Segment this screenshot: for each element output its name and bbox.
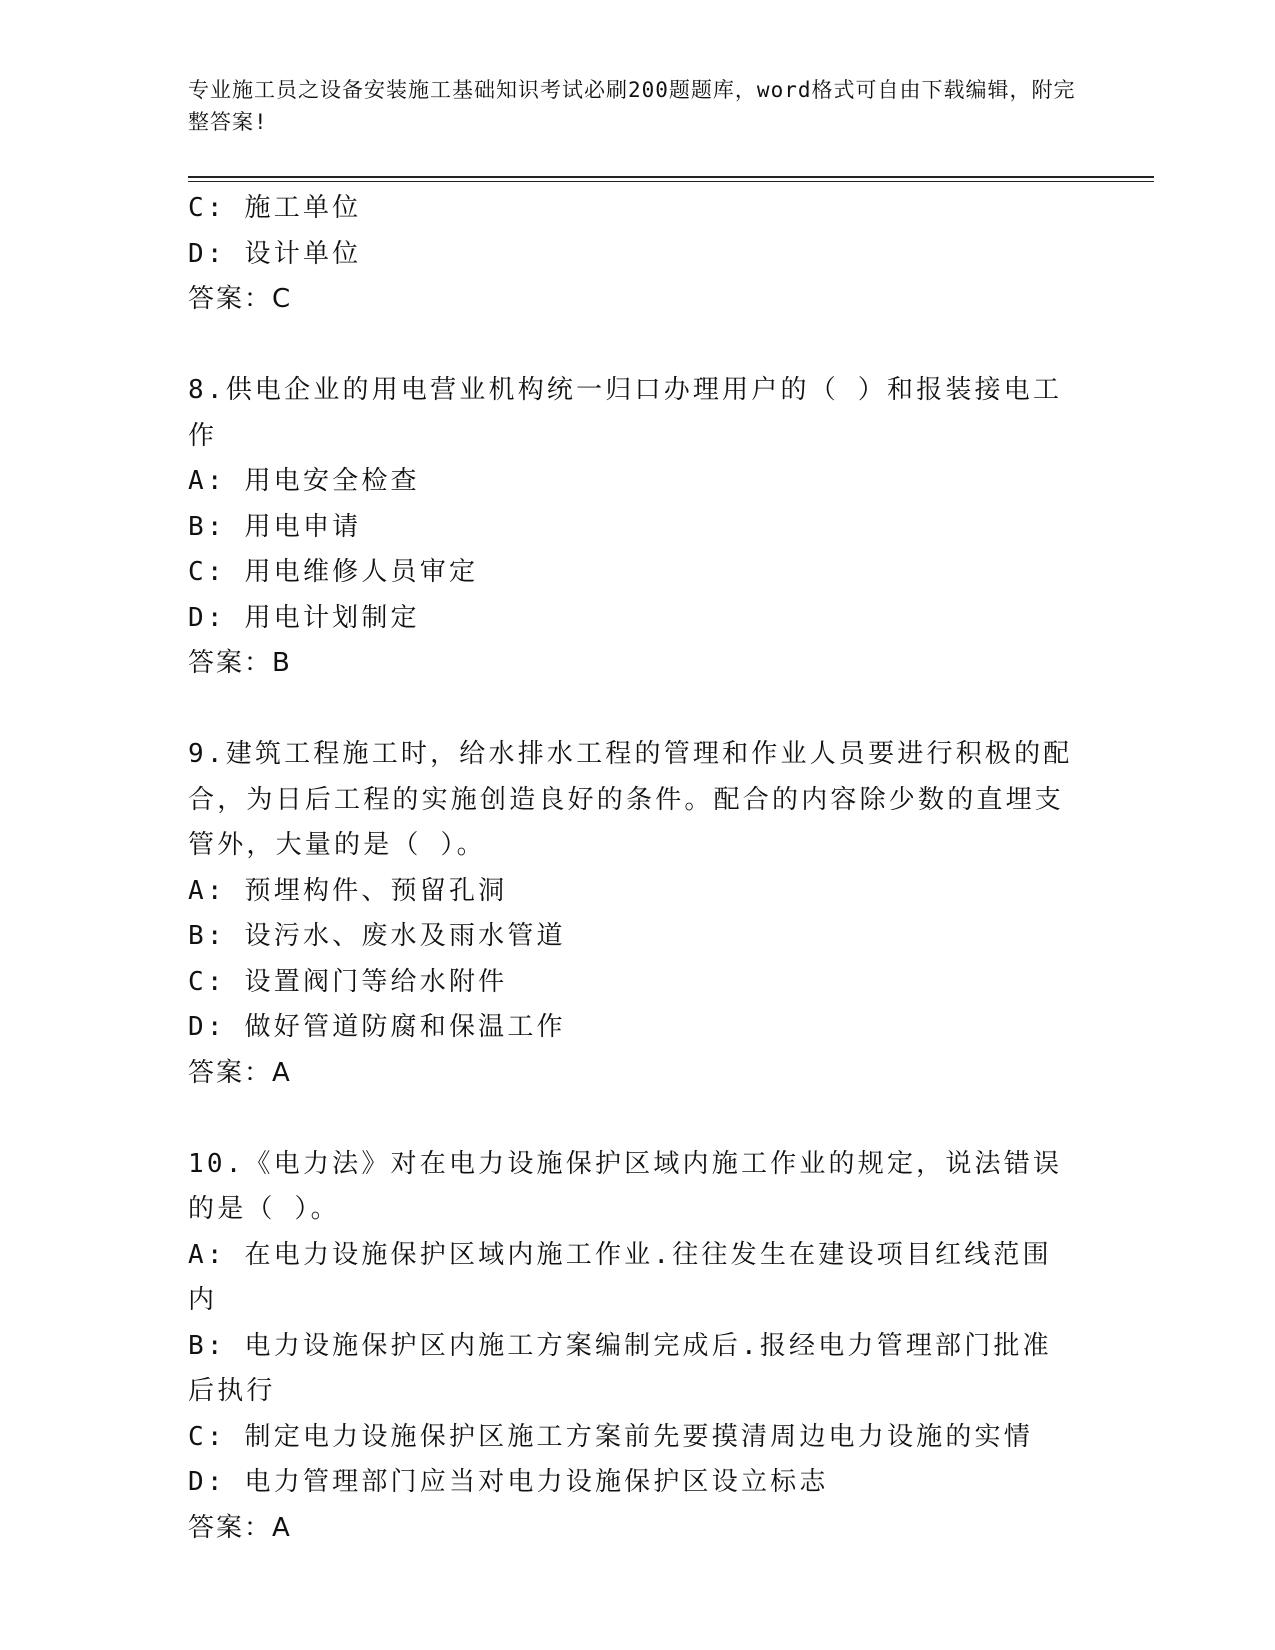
page-header: 专业施工员之设备安装施工基础知识考试必刷200题题库，word格式可自由下载编辑，附完整答案!	[188, 78, 1076, 134]
spacer	[188, 323, 1078, 369]
question-10	[188, 1142, 1078, 1552]
question-stem: 10.《电力法》对在电力设施保护区域内施工作业的规定，说法错误的是（ ）。	[188, 1148, 1063, 1224]
option-b: B: 电力设施保护区内施工方案编制完成后.报经电力管理部门批准后执行	[188, 1330, 1052, 1406]
option-d: D: 用电计划制定	[188, 602, 420, 633]
spacer	[188, 687, 1078, 733]
question-stem: 8.供电企业的用电营业机构统一归口办理用户的（ ）和报装接电工作	[188, 375, 1063, 451]
option-a: A: 用电安全检查	[188, 466, 420, 496]
option-d: D: 设计单位	[188, 238, 362, 269]
option-b: B: 用电申请	[188, 511, 362, 542]
answer-line: 答案：C	[188, 284, 293, 314]
question-8	[188, 368, 1078, 687]
option-c: C: 用电维修人员审定	[188, 557, 479, 587]
question-content	[188, 186, 1078, 1551]
question-stem: 9.建筑工程施工时，给水排水工程的管理和作业人员要进行积极的配合，为日后工程的实施创造良好的条件。配合的内容除少数的直埋支管外，大量的是（ ）。	[188, 739, 1073, 860]
option-a: A: 预埋构件、预留孔洞	[188, 875, 508, 906]
spacer	[188, 1096, 1078, 1142]
option-d: D: 电力管理部门应当对电力设施保护区设立标志	[188, 1467, 829, 1497]
answer-line: 答案：B	[188, 648, 292, 678]
option-c: C: 施工单位	[188, 193, 362, 223]
option-c: C: 制定电力设施保护区施工方案前先要摸清周边电力设施的实情	[188, 1421, 1033, 1452]
answer-line: 答案：A	[188, 1057, 292, 1088]
header-rule-thick	[188, 176, 1154, 178]
option-b: B: 设污水、废水及雨水管道	[188, 921, 566, 951]
answer-line: 答案：A	[188, 1512, 292, 1543]
option-d: D: 做好管道防腐和保温工作	[188, 1012, 566, 1042]
question-9	[188, 732, 1078, 1096]
prev-question-tail	[188, 186, 1078, 323]
option-a: A: 在电力设施保护区域内施工作业.往往发生在建设项目红线范围内	[188, 1239, 1052, 1315]
header-rule-thin	[188, 181, 1154, 182]
option-c: C: 设置阀门等给水附件	[188, 966, 508, 997]
